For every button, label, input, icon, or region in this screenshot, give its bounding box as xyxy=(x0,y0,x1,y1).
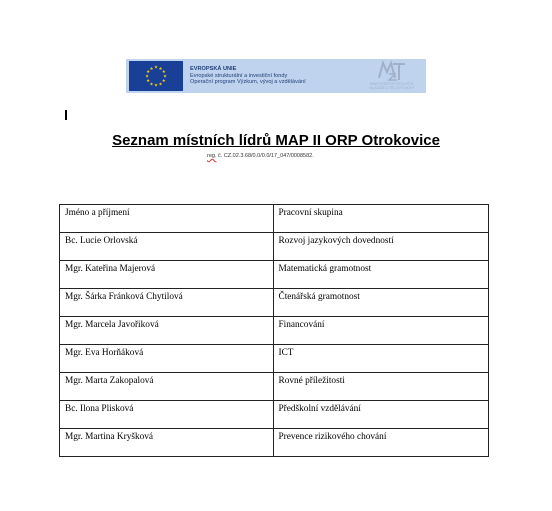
eu-flag-icon xyxy=(129,61,183,91)
eu-star-icon: ★ xyxy=(149,65,154,71)
cell-group: Čtenářská gramotnost xyxy=(273,289,489,317)
cell-group: Prevence rizikového chování xyxy=(273,429,489,457)
eu-logo-line3: Operační program Výzkum, vývoj a vzdělávání xyxy=(190,79,306,86)
msmt-logo-line1: MINISTERSTVO ŠKOLSTVÍ, xyxy=(370,82,414,86)
registration-line xyxy=(207,153,314,159)
table-row xyxy=(60,289,489,317)
table-row xyxy=(60,373,489,401)
cell-name: Mgr. Kateřina Majerová xyxy=(60,261,274,289)
registration-number: č. CZ.02.3.68/0.0/0.0/17_047/0008582. xyxy=(218,153,314,159)
cell-name: Mgr. Martina Kryšková xyxy=(60,429,274,457)
eu-star-icon: ★ xyxy=(162,73,168,79)
eu-logo-line2: Evropské strukturální a investiční fondy xyxy=(190,72,288,79)
cell-group: Rozvoj jazykových dovedností xyxy=(273,233,489,261)
msmt-logo-line2: MLÁDEŽE A TĚLOVÝCHOVY xyxy=(369,86,415,90)
table-header-row xyxy=(60,205,489,233)
eu-star-icon: ★ xyxy=(149,81,154,87)
cell-name: Mgr. Eva Horňáková xyxy=(60,345,274,373)
eu-star-icon: ★ xyxy=(153,64,159,70)
eu-star-icon: ★ xyxy=(153,82,159,88)
eu-star-icon: ★ xyxy=(146,78,151,84)
header-group: Pracovní skupina xyxy=(273,205,489,233)
msmt-logo xyxy=(352,60,432,96)
table-row xyxy=(60,233,489,261)
document-title: Seznam místních lídrů MAP II ORP Otrokovice xyxy=(112,132,440,149)
cell-group: Rovné příležitosti xyxy=(273,373,489,401)
msmt-logo-text xyxy=(369,82,414,90)
eu-logo-text xyxy=(190,66,306,86)
cell-group: Financování xyxy=(273,317,489,345)
cell-group: Předškolní vzdělávání xyxy=(273,401,489,429)
cell-group: Matematická gramotnost xyxy=(273,261,489,289)
cell-name: Mgr. Šárka Fránková Chytilová xyxy=(60,289,274,317)
eu-star-icon: ★ xyxy=(158,81,163,87)
eu-star-icon: ★ xyxy=(161,69,166,75)
eu-star-icon: ★ xyxy=(144,73,150,79)
table-row xyxy=(60,401,489,429)
leaders-table xyxy=(59,204,489,457)
cell-name: Mgr. Marcela Javořiková xyxy=(60,317,274,345)
header-name: Jméno a příjmení xyxy=(60,205,274,233)
registration-prefix: reg. xyxy=(207,153,217,159)
table-row xyxy=(60,261,489,289)
cell-name: Mgr. Marta Zakopalová xyxy=(60,373,274,401)
eu-logo-line1: EVROPSKÁ UNIE xyxy=(190,65,237,72)
eu-star-icon: ★ xyxy=(158,65,163,71)
cell-name: Bc. Lucie Orlovská xyxy=(60,233,274,261)
eu-star-icon: ★ xyxy=(161,78,166,84)
cell-name: Bc. Ilona Plisková xyxy=(60,401,274,429)
eu-star-icon: ★ xyxy=(146,69,151,75)
msmt-logo-icon xyxy=(377,60,407,82)
table-row xyxy=(60,429,489,457)
table-row xyxy=(60,317,489,345)
text-cursor xyxy=(65,110,67,120)
cell-group: ICT xyxy=(273,345,489,373)
table-row xyxy=(60,345,489,373)
